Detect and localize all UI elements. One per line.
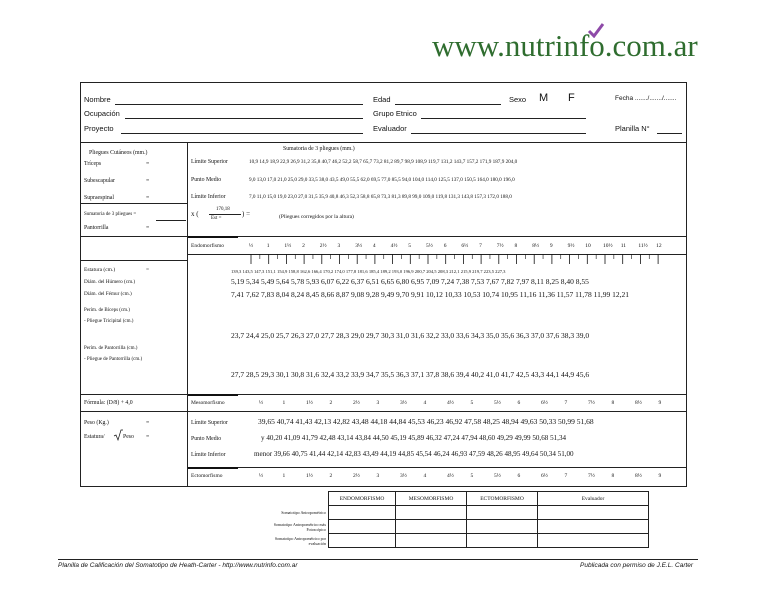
peso-inferior-label: Límite Inferior: [191, 452, 226, 458]
estatura-raiz-eq: =: [146, 434, 150, 440]
peso-label: Peso (Kg.): [84, 420, 109, 426]
cell-ecto-1[interactable]: [467, 506, 538, 520]
endo-scale-item: 2: [302, 243, 305, 249]
meso-scale-item: 2½: [353, 400, 360, 406]
meso-scale-item: 1½: [306, 400, 313, 406]
biceps-values: 23,7 24,4 25,0 25,7 26,3 27,0 27,7 28,3 29,0 29,7 30,3 31,0 31,6 32,2 33,0 33,6 34,3 35,0 35,6 36,3 37,0 37,6 38,3 39,0: [231, 331, 590, 340]
ecto-scale-item: 5½: [494, 473, 501, 479]
estatura-label: Estatura (cm.): [84, 267, 116, 273]
formula-tail: ) =: [242, 210, 251, 218]
meso-scale-item: 8: [611, 400, 615, 406]
ecto-scale-item: 7: [564, 473, 568, 479]
cell-eval-2[interactable]: [538, 520, 649, 534]
meso-scale-item: 7: [564, 400, 568, 406]
footer-right: Publicada con permiso de J.E.L. Carter: [580, 562, 694, 569]
endo-scale-item: 11: [620, 243, 626, 249]
limite-superior-label: Límite Superior: [191, 159, 228, 165]
triceps-eq: =: [146, 161, 150, 167]
sexo-m-option[interactable]: M: [539, 92, 549, 104]
ecto-scale-item: 6: [517, 473, 521, 479]
meso-scale-item: 5: [470, 400, 474, 406]
ecto-scale-item: 4: [423, 473, 427, 479]
ecto-scale-item: 2½: [353, 473, 360, 479]
humero-label: Diám. del Húmero (cm.): [84, 279, 136, 285]
biceps-label: Perím. de Bíceps (cm.): [84, 308, 130, 313]
formula-x: x (: [191, 210, 199, 218]
ecto-scale-item: 5: [470, 473, 474, 479]
ecto-scale-item: 6½: [541, 473, 548, 479]
peso-inferior-values: menor 39,66 40,75 41,44 42,14 42,83 43,49 44,19 44,85 45,54 46,24 46,93 47,59 48,26 48,95 49,64 50,34 51,00: [254, 450, 574, 458]
ecto-scale-item: 1½: [306, 473, 313, 479]
sumatoria-table-title: Sumatoria de 3 pliegues (mm.): [283, 146, 355, 152]
planilla-label: Planilla N°: [615, 124, 650, 133]
endo-scale-item: 1: [266, 243, 270, 249]
pantorrilla-label: Pantorrilla: [84, 225, 109, 231]
evaluador-header: Evaluador: [538, 492, 649, 506]
ecto-scale-item: 9: [658, 473, 662, 479]
ecto-top-rule: [187, 467, 686, 468]
meso-scale-item: 8½: [635, 400, 642, 406]
sumatoria-line[interactable]: [156, 220, 186, 221]
limite-inferior-label: Límite Inferior: [191, 194, 226, 200]
endo-scale-item: ½: [249, 243, 254, 249]
endo-scale-item: 7: [479, 243, 482, 249]
pantorrilla-eq: =: [146, 225, 150, 231]
endo-scale-item: 9: [549, 243, 553, 249]
peso-superior-values: 39,65 40,74 41,43 42,13 42,82 43,48 44,18 44,84 45,53 46,23 46,92 47,58 48,25 48,94 49,63 50,33 50,99 51,68: [258, 417, 594, 426]
proyecto-label: Proyecto: [84, 124, 114, 133]
endo-scale-item: 3½: [355, 243, 363, 249]
sumatoria-medio-values: 9,0 13,0 17,0 21,0 25,0 29,0 33,5 38,0 43,5 49,0 55,5 62,0 69,5 77,0 85,5 94,0 104,0 114,0 125,5 137,0 150,5 164,0 180,0 196,0: [249, 177, 515, 183]
subescapular-eq: =: [146, 178, 150, 184]
ecto-label-accent: [188, 467, 238, 469]
humero-values: 5,19 5,34 5,49 5,64 5,78 5,93 6,07 6,22 6,37 6,51 6,65 6,80 6,95 7,09 7,24 7,38 7,53 7,67 7,82 7,97 8,11 8,25 8,40 8,55: [231, 277, 589, 286]
formula-numerator: 170,18: [216, 207, 230, 212]
triceps-pliegue-label: - Pliegue Tricipital (cm.): [84, 319, 134, 324]
column-divider: [187, 142, 188, 486]
endo-scale-item: 8½: [532, 243, 540, 249]
evaluation-table: [262, 491, 649, 548]
cell-meso-3[interactable]: [396, 534, 467, 548]
cell-ecto-3[interactable]: [467, 534, 538, 548]
formula-label: Fórmula: (D/8) + 4,0: [84, 400, 133, 406]
peso-medio-values: y 40,20 41,09 41,79 42,48 43,14 43,84 44,50 45,19 45,89 46,32 47,24 47,94 48,60 49,29 49,99 50,68 51,34: [261, 434, 567, 442]
endo-scale-item: 5½: [426, 243, 433, 249]
meso-header: MESOMORFISMO: [396, 492, 467, 506]
sexo-f-option[interactable]: F: [568, 92, 575, 104]
medidas-divider: [81, 260, 187, 261]
endo-scale-item: 9½: [567, 243, 575, 249]
sexo-label: Sexo: [509, 95, 527, 104]
corregidos-note: (Pliegues corregidos por la altura): [279, 214, 354, 220]
endo-scale-item: 5: [408, 243, 412, 249]
endo-scale-item: 8: [514, 243, 518, 249]
fecha-label[interactable]: Fecha ......./......./.......: [615, 95, 677, 102]
endo-ruler: [187, 254, 687, 268]
ocupacion-label: Ocupación: [84, 109, 120, 118]
evaluador-line[interactable]: [411, 133, 586, 134]
meso-scale-item: 3½: [400, 400, 407, 406]
ecto-scale-item: 8: [611, 473, 615, 479]
proyecto-line[interactable]: [121, 133, 363, 134]
peso-eq: =: [146, 420, 150, 426]
ecto-scale-item: ½: [259, 473, 264, 479]
sumatoria-superior-values: 10,9 14,9 18,9 22,9 26,9 31,2 35,8 40,7 46,2 52,2 58,7 65,7 73,2 81,2 89,7 98,9 108,9 119,7 131,2 143,7 157,2 171,9 187,9 204,0: [249, 159, 518, 165]
ecto-scale-item: 3½: [400, 473, 407, 479]
ecto-header: ECTOMORFISMO: [467, 492, 538, 506]
edad-line[interactable]: [395, 104, 501, 105]
ocupacion-line[interactable]: [125, 118, 363, 119]
cell-eval-3[interactable]: [538, 534, 649, 548]
meso-top-rule: [81, 394, 686, 395]
punto-medio-label: Punto Medio: [191, 177, 222, 183]
row-antropometrico: Somatotipo Antropométrico: [281, 510, 326, 515]
ecto-scale-item: 4½: [447, 473, 454, 479]
ecto-scale-item: 8½: [635, 473, 642, 479]
endo-scale-item: 7½: [496, 243, 504, 249]
grupo-etnico-label: Grupo Etnico: [373, 109, 417, 118]
meso-label-accent: [188, 394, 238, 396]
check-mark-icon: [587, 22, 605, 38]
ecto-scale-item: 7½: [588, 473, 595, 479]
ectomorfismo-label: Ectomorfismo: [191, 473, 223, 479]
planilla-line[interactable]: [657, 133, 682, 134]
pantorrilla-pliegue-label: - Pliegue de Pantorrilla (cm.): [84, 357, 143, 362]
raiz-peso-label: Peso: [123, 434, 134, 440]
endo-scale-item: 4½: [390, 243, 398, 249]
endo-scale-item: 6½: [461, 243, 469, 249]
triceps-label: Tríceps: [84, 161, 102, 167]
estatura-values: 139,3 143,5 147,3 151,1 154,9 158,8 162,6 166,4 170,2 174,0 177,8 181,6 185,4 189,2 193,0 196,9 200,7 204,5 208,3 212,1 215,9 219,7 223,5 227,3: [231, 269, 506, 274]
pantorrilla-values: 27,7 28,5 29,3 30,1 30,8 31,6 32,4 33,2 33,9 34,7 35,5 36,3 37,1 37,8 38,6 39,4 40,2 41,0 41,7 42,5 43,3 44,1 44,9 45,6: [231, 370, 590, 379]
ecto-scale-item: 2: [329, 473, 333, 479]
cell-ecto-2[interactable]: [467, 520, 538, 534]
endo-scale-item: 12: [656, 243, 662, 249]
evaluador-label: Evaluador: [373, 124, 407, 133]
endo-header: ENDOMORFISMO: [329, 492, 396, 506]
grupo-etnico-line[interactable]: [421, 118, 586, 119]
edad-label: Edad: [373, 95, 391, 104]
peso-medio-label: Punto Medio: [191, 436, 222, 442]
femur-values: 7,41 7,62 7,83 8,04 8,24 8,45 8,66 8,87 9,08 9,28 9,49 9,70 9,91 10,12 10,33 10,53 10,74 10,95 11,16 11,36 11,57 11,78 11,99 12,21: [231, 290, 629, 299]
sumatoria-inferior-values: 7,0 11,0 15,0 19,0 23,0 27,0 31,5 35,9 40,8 46,3 52,3 58,8 65,8 73,3 81,3 89,8 99,0 109,0 119,8 131,3 143,8 157,3 172,0 188,0: [249, 194, 512, 200]
meso-scale-item: 4½: [447, 400, 454, 406]
meso-scale-item: 5½: [494, 400, 501, 406]
cell-eval-1[interactable]: [538, 506, 649, 520]
formula-fraction-bar: [209, 214, 241, 215]
cube-root-icon: [113, 429, 123, 441]
estatura-eq: =: [146, 267, 150, 273]
meso-scale-item: 2: [329, 400, 333, 406]
meso-scale-item: 1: [282, 400, 286, 406]
meso-scale-item: 4: [423, 400, 427, 406]
meso-scale-item: 9: [658, 400, 662, 406]
meso-scale-item: 7½: [588, 400, 595, 406]
ecto-scale-item: 3: [376, 473, 380, 479]
row-evaluacion: Somatotipo Antropométrico por evaluación: [274, 535, 326, 546]
row-fotoscopico: Somatotipo Antropométrico más Fotoscópico: [273, 521, 326, 532]
endo-scale-item: 4: [372, 243, 376, 249]
form-frame: [80, 82, 687, 487]
nombre-line[interactable]: [115, 104, 363, 105]
header-divider: [81, 142, 686, 143]
cell-endo-1[interactable]: [329, 506, 396, 520]
meso-scale-item: 6½: [541, 400, 548, 406]
estatura-raiz-label: Estatura/: [84, 434, 105, 440]
supraespinal-eq: =: [146, 195, 150, 201]
endo-scale-item: 10½: [603, 243, 613, 249]
endo-scale-item: 3: [337, 243, 341, 249]
meso-bottom-rule: [81, 411, 686, 412]
endo-label-accent: [188, 236, 238, 238]
sumatoria-label: Sumatoria de 3 pliegues =: [84, 212, 137, 217]
footer-rule: [58, 559, 698, 560]
meso-scale-item: 3: [376, 400, 380, 406]
endo-scale-item: 6: [443, 243, 447, 249]
meso-scale-item: 6: [517, 400, 521, 406]
mesomorfismo-label: Mesomorfismo: [191, 400, 225, 406]
footer-left[interactable]: Planilla de Calificación del Somatotipo de Heath-Carter - http://www.nutrinfo.com.ar: [58, 562, 298, 569]
cell-endo-3[interactable]: [329, 534, 396, 548]
supraespinal-label: Supraespinal: [84, 195, 114, 201]
peso-superior-label: Límite Superior: [191, 420, 228, 426]
sum-divider: [81, 203, 187, 204]
cell-meso-2[interactable]: [396, 520, 467, 534]
pantorrilla-perim-label: Perím. de Pantorrilla (cm.): [84, 346, 138, 351]
meso-scale-item: ½: [259, 400, 264, 406]
endomorfismo-label: Endomorfismo: [191, 243, 224, 249]
cell-endo-2[interactable]: [329, 520, 396, 534]
endo-scale-item: 1½: [284, 243, 292, 249]
femur-label: Diám. del Fémur (cm.): [84, 291, 132, 297]
pliegues-title: Pliegues Cutáneos (mm.): [89, 150, 148, 156]
endo-scale-item: 11½: [638, 243, 648, 249]
endo-scale-item: 10: [585, 243, 591, 249]
nombre-label: Nombre: [84, 95, 111, 104]
ecto-scale-item: 1: [282, 473, 286, 479]
cell-meso-1[interactable]: [396, 506, 467, 520]
subescapular-label: Subescapular: [84, 178, 115, 184]
endo-scale-item: 2½: [319, 243, 327, 249]
formula-denominator: Est =: [211, 216, 222, 221]
endo-top-rule: [81, 236, 686, 237]
site-logo: www.nutrinfo.com.ar: [432, 28, 698, 63]
